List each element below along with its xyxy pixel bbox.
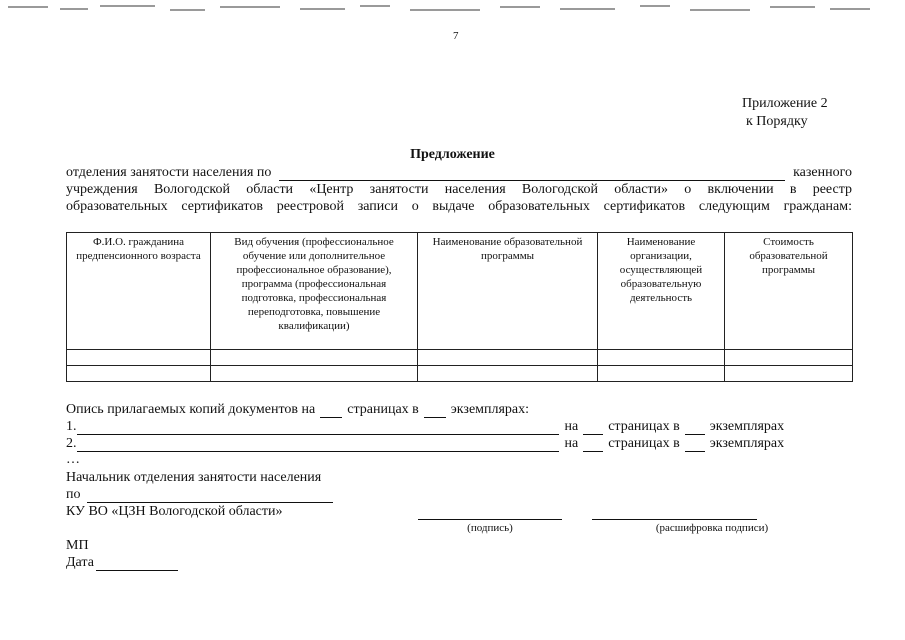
appendix-label xyxy=(742,95,828,131)
table-cell[interactable] xyxy=(418,350,598,366)
item1-na: на xyxy=(564,419,579,434)
item2-na: на xyxy=(564,436,579,451)
table-cell[interactable] xyxy=(418,366,598,382)
intro-line3: образовательных сертификатов реестровой записи о выдаче образовательных сертификатов следующим гражданам: xyxy=(66,199,852,214)
stamp-label: МП xyxy=(66,538,89,553)
header-cost: Стоимость образовательной программы xyxy=(725,233,853,350)
head-line2 xyxy=(66,487,333,503)
head-department-blank[interactable] xyxy=(87,489,333,503)
intro-line1-end: казенного xyxy=(793,165,852,180)
table-cell[interactable] xyxy=(211,350,418,366)
table-cell[interactable] xyxy=(67,350,211,366)
table-cell[interactable] xyxy=(598,366,725,382)
item2-number: 2. xyxy=(66,436,77,451)
inventory-pages-blank[interactable] xyxy=(320,404,342,418)
signature-decode-caption: (расшифровка подписи) xyxy=(655,522,769,534)
header-organization: Наименование организации, осуществляющей образовательную деятельность xyxy=(598,233,725,350)
signature-decode-line[interactable] xyxy=(592,519,757,520)
intro-line1-start: отделения занятости населения по xyxy=(66,165,272,180)
inventory-label-c: экземплярах: xyxy=(450,402,530,417)
table-row xyxy=(67,366,853,382)
item1-pages: страницах в xyxy=(608,419,680,434)
appendix-line1: Приложение 2 xyxy=(742,96,828,111)
intro-line2: учреждения Вологодской области «Центр занятости населения Вологодской области» о включении в реестр xyxy=(66,182,852,197)
table-row xyxy=(67,350,853,366)
item1-number: 1. xyxy=(66,419,77,434)
table-cell[interactable] xyxy=(67,366,211,382)
appendix-line2: к Порядку xyxy=(746,114,808,129)
table-header-row xyxy=(67,233,853,350)
department-blank xyxy=(279,167,785,181)
item2-copies: экземплярах xyxy=(709,436,785,451)
citizens-table xyxy=(66,232,853,382)
date-line xyxy=(66,555,178,571)
table-cell[interactable] xyxy=(725,366,853,382)
head-line1: Начальник отделения занятости населения xyxy=(66,470,322,485)
item2-document-blank[interactable] xyxy=(77,438,559,452)
item2-pages-blank[interactable] xyxy=(583,438,603,452)
item1-pages-blank[interactable] xyxy=(583,421,603,435)
inventory-ellipsis: … xyxy=(66,452,80,467)
scan-noise xyxy=(0,0,905,24)
inventory-copies-blank[interactable] xyxy=(424,404,446,418)
table-cell[interactable] xyxy=(725,350,853,366)
page-number: 7 xyxy=(453,30,459,42)
inventory-item-1 xyxy=(66,419,806,435)
inventory-item-2 xyxy=(66,436,806,452)
signature-caption: (подпись) xyxy=(467,522,513,534)
table-cell[interactable] xyxy=(211,366,418,382)
head-line3: КУ ВО «ЦЗН Вологодской области» xyxy=(66,504,283,519)
item1-copies: экземплярах xyxy=(709,419,785,434)
intro-paragraph xyxy=(66,164,852,215)
header-program-name: Наименование образовательной программы xyxy=(418,233,598,350)
date-blank[interactable] xyxy=(96,557,178,571)
date-label: Дата xyxy=(66,555,94,570)
item1-copies-blank[interactable] xyxy=(685,421,705,435)
item1-document-blank[interactable] xyxy=(77,421,559,435)
signature-line[interactable] xyxy=(418,519,562,520)
document-title: Предложение xyxy=(410,147,495,162)
inventory-header xyxy=(66,402,529,418)
inventory-label-b: страницах в xyxy=(347,402,419,417)
inventory-label-a: Опись прилагаемых копий документов на xyxy=(66,402,316,417)
header-training-type: Вид обучения (профессиональное обучение или дополнительное профессиональное образование), программа (профессиональная подготовка, профессиональная переподготовка, повышение квалификации) xyxy=(211,233,418,350)
header-fio: Ф.И.О. гражданина предпенсионного возраста xyxy=(67,233,211,350)
item2-pages: страницах в xyxy=(608,436,680,451)
item2-copies-blank[interactable] xyxy=(685,438,705,452)
head-line2-po: по xyxy=(66,487,81,502)
table-cell[interactable] xyxy=(598,350,725,366)
